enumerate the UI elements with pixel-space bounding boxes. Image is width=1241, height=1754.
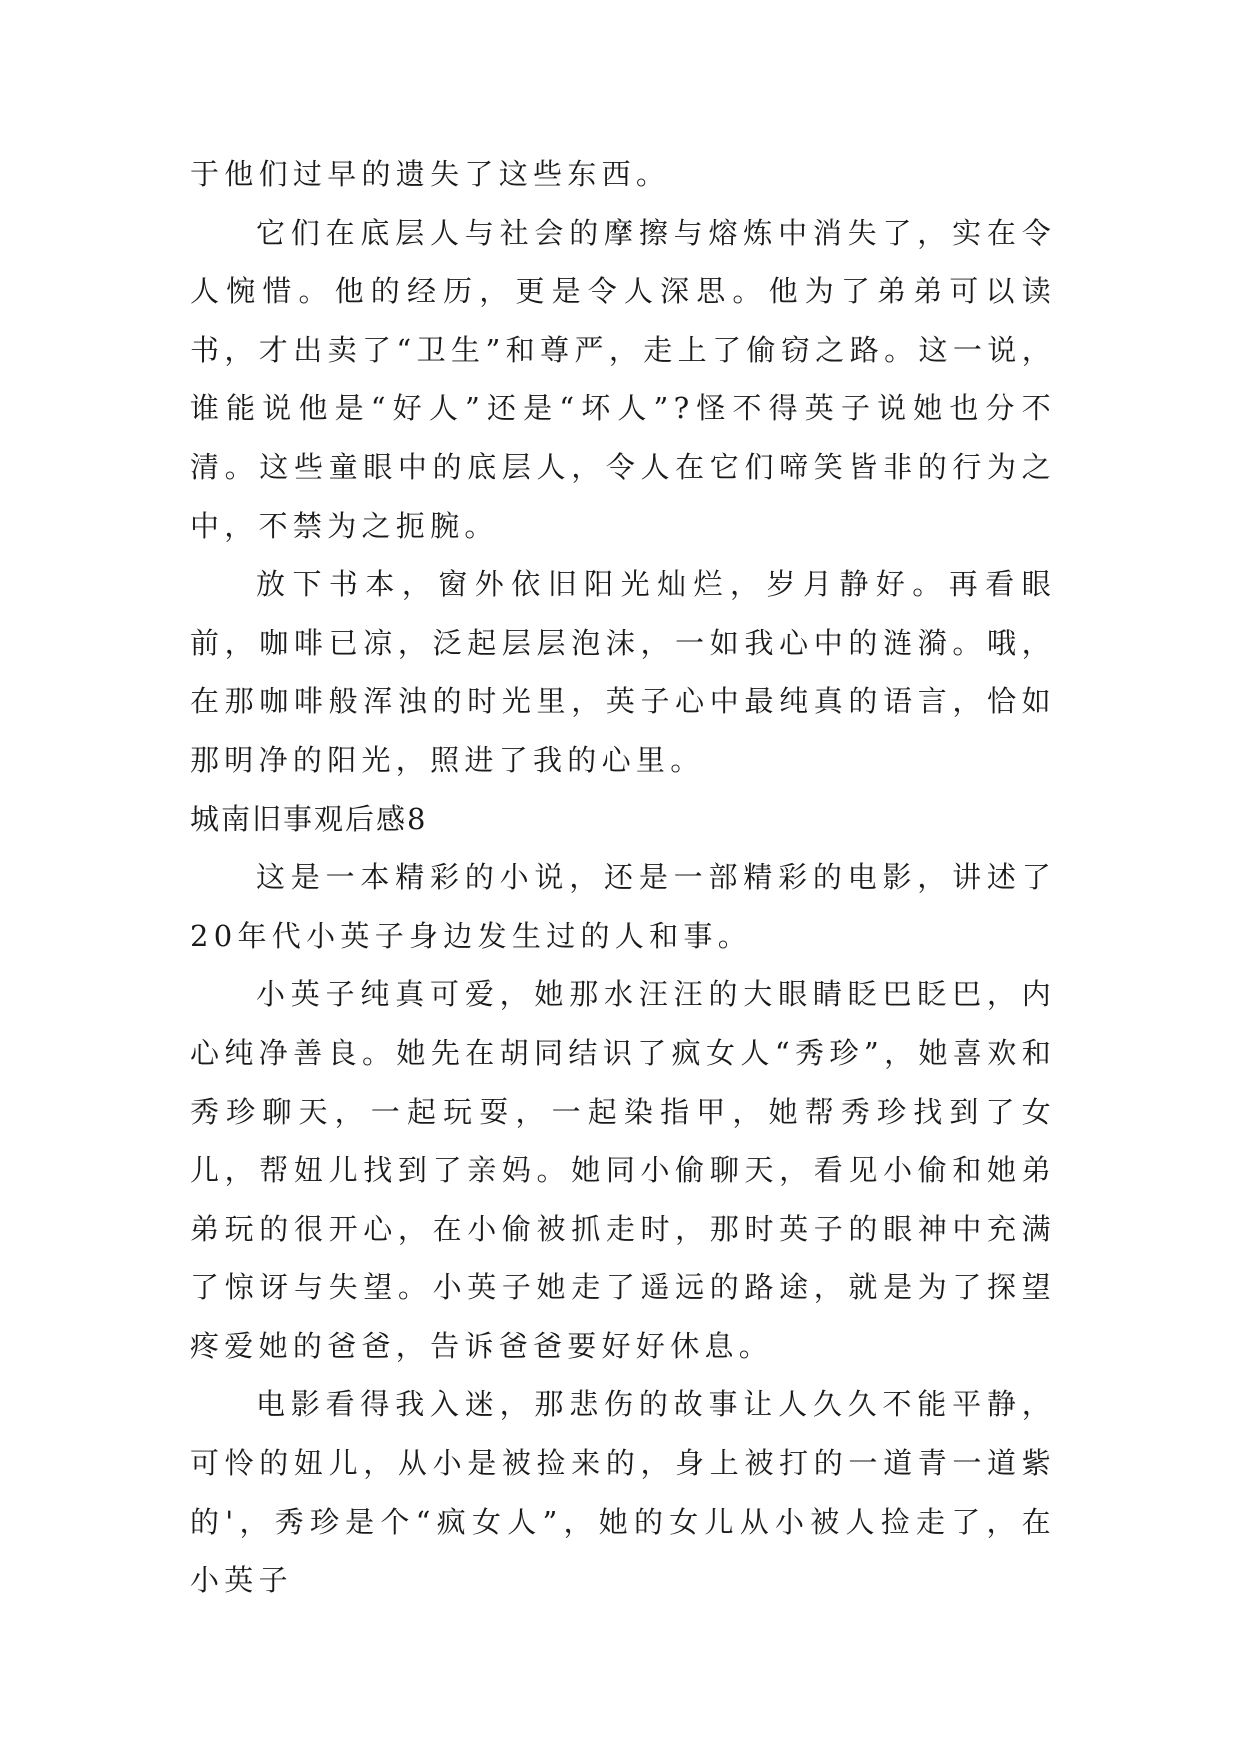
document-page xyxy=(190,145,1056,1610)
paragraph-3: 放下书本，窗外依旧阳光灿烂，岁月静好。再看眼前，咖啡已凉，泛起层层泡沫，一如我心中的涟漪。哦，在那咖啡般浑浊的时光里，英子心中最纯真的语言，恰如那明净的阳光，照进了我的心里。 xyxy=(190,567,1056,777)
paragraph-1: 于他们过早的遗失了这些东西。 xyxy=(190,157,671,191)
paragraph-2: 它们在底层人与社会的摩擦与熔炼中消失了，实在令人惋惜。他的经历，更是令人深思。他为了弟弟可以读书，才出卖了“卫生”和尊严，走上了偷窃之路。这一说，谁能说他是“好人”还是“坏人”?怪不得英子说她也分不清。这些童眼中的底层人，令人在它们啼笑皆非的行为之中，不禁为之扼腕。 xyxy=(190,215,1056,543)
paragraph-4: 这是一本精彩的小说，还是一部精彩的电影，讲述了20年代小英子身边发生过的人和事。 xyxy=(190,860,1056,953)
paragraph-6: 电影看得我入迷，那悲伤的故事让人久久不能平静，可怜的妞儿，从小是被捡来的，身上被打的一道青一道紫的'，秀珍是个“疯女人”，她的女儿从小被人捡走了，在小英子 xyxy=(190,1387,1056,1598)
section-heading: 城南旧事观后感8 xyxy=(190,801,428,836)
paragraph-5: 小英子纯真可爱，她那水汪汪的大眼睛眨巴眨巴，内心纯净善良。她先在胡同结识了疯女人“秀珍”，她喜欢和秀珍聊天，一起玩耍，一起染指甲，她帮秀珍找到了女儿，帮妞儿找到了亲妈。她同小偷聊天，看见小偷和她弟弟玩的很开心，在小偷被抓走时，那时英子的眼神中充满了惊讶与失望。小英子她走了遥远的路途，就是为了探望疼爱她的爸爸，告诉爸爸要好好休息。 xyxy=(190,977,1056,1363)
